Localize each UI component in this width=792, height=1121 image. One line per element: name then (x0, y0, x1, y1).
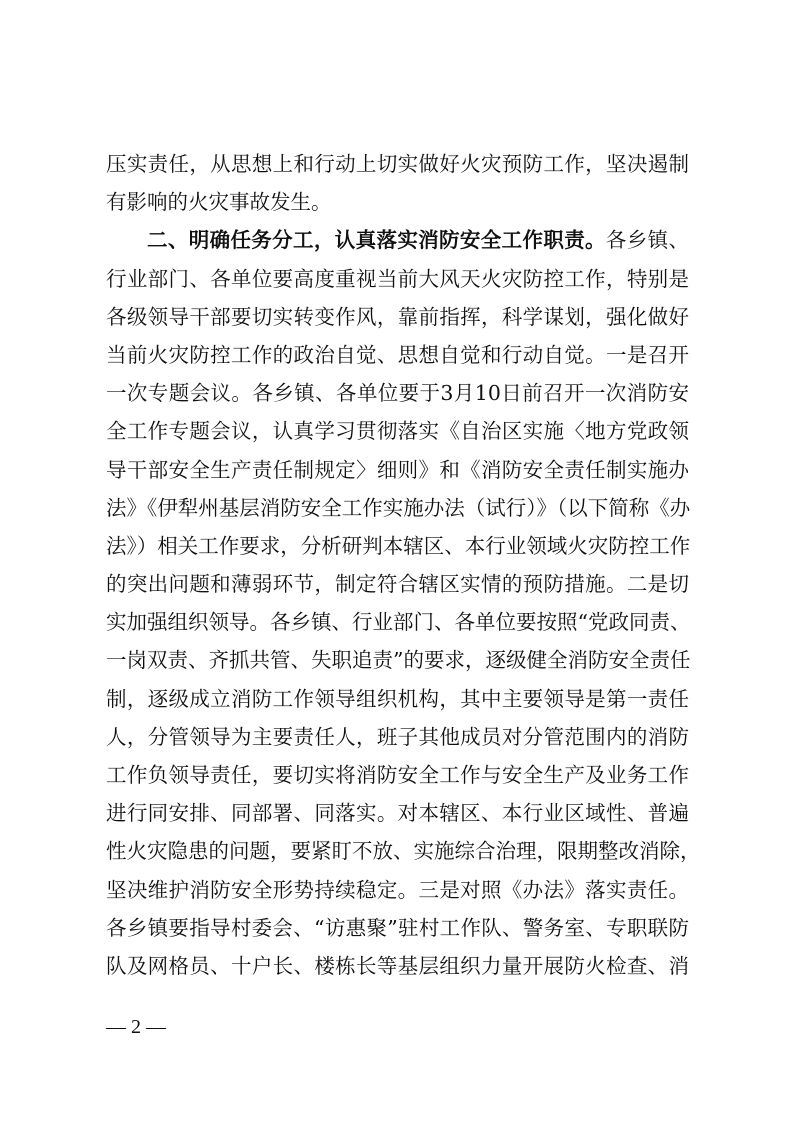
paragraph-2-line: 性火灾隐患的问题，要紧盯不放、实施综合治理，限期整改消除， (106, 839, 701, 864)
paragraph-2-first-line-rest: 各乡镇、 (605, 228, 690, 253)
paragraph-2-line: 法》《伊犁州基层消防安全工作实施办法（试行）》（以下简称《办 (106, 495, 691, 520)
paragraph-2-line-1 (106, 221, 689, 259)
paragraph-2-line: 实加强组织领导。各乡镇、行业部门、各单位要按照“党政同责、 (106, 610, 691, 635)
paragraph-2-line: 一岗双责、齐抓共管、失职追责”的要求，逐级健全消防安全责任 (106, 648, 691, 673)
paragraph-2-line: 当前火灾防控工作的政治自觉、思想自觉和行动自觉。一是召开 (106, 342, 689, 367)
paragraph-2-line: 队及网格员、十户长、楼栋长等基层组织力量开展防火检查、消 (106, 953, 689, 978)
paragraph-2-line: 一次专题会议。各乡镇、各单位要于3月10日前召开一次消防安 (106, 381, 689, 406)
paragraph-2-line: 制，逐级成立消防工作领导组织机构，其中主要领导是第一责任 (106, 686, 689, 711)
paragraph-2-line: 工作负领导责任，要切实将消防安全工作与安全生产及业务工作 (106, 763, 689, 787)
paragraph-2-line: 全工作专题会议，认真学习贯彻落实《自治区实施〈地方党政领 (106, 419, 689, 444)
paragraph-2-line: 导干部安全生产责任制规定〉细则》和《消防安全责任制实施办 (106, 457, 689, 482)
document-body (106, 145, 701, 985)
paragraph-2-line: 的突出问题和薄弱环节，制定符合辖区实情的预防措施。二是切 (106, 572, 689, 597)
paragraph-1-line-2: 有影响的火灾事故发生。 (106, 190, 332, 215)
paragraph-2-line: 各级领导干部要切实转变作风，靠前指挥，科学谋划，强化做好 (106, 304, 689, 329)
paragraph-2-line: 法》）相关工作要求，分析研判本辖区、本行业领域火灾防控工作 (106, 533, 691, 558)
paragraph-2-line: 进行同安排、同部署、同落实。对本辖区、本行业区域性、普遍 (106, 801, 689, 826)
section-heading: 二、明确任务分工，认真落实消防安全工作职责。 (147, 228, 606, 253)
paragraph-2-line: 坚决维护消防安全形势持续稳定。三是对照《办法》落实责任。 (106, 877, 689, 902)
page-number: — 2 — (106, 1016, 166, 1038)
paragraph-2-line: 人，分管领导为主要责任人，班子其他成员对分管范围内的消防 (106, 724, 689, 749)
paragraph-2-line: 各乡镇要指导村委会、“访惠聚”驻村工作队、警务室、专职联防 (106, 915, 689, 940)
paragraph-1-line-1: 压实责任，从思想上和行动上切实做好火灾预防工作，坚决遏制 (106, 152, 689, 176)
paragraph-2-line: 行业部门、各单位要高度重视当前大风天火灾防控工作，特别是 (106, 266, 689, 291)
